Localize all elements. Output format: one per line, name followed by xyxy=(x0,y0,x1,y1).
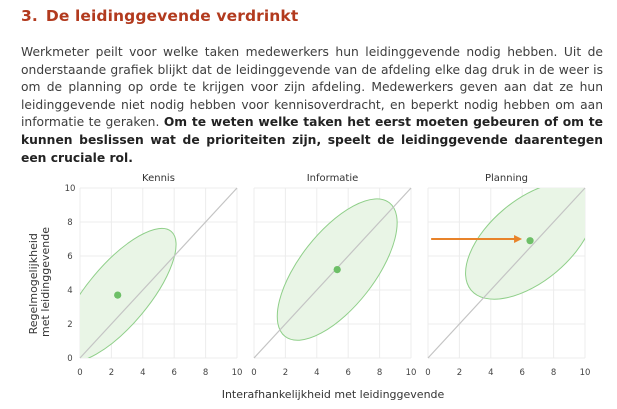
y-axis-label-line-1: Regelmogelijkheid xyxy=(27,233,40,335)
intro-text: Werkmeter peilt voor welke taken medewerkers hun leidinggevende nodig hebben. Uit de onderstaande grafiek blijkt dat de leidinggevende van de afdeling elke dag druk in de weer is om de planning op orde te krijgen voor zijn afdeling. Medewerkers geven aan dat ze hun leidinggevende niet nodig hebben voor kennisoverdracht, en beperkt nodig hebben om aan informatie te geraken. xyxy=(21,45,603,130)
x-tick-label: 4 xyxy=(314,368,320,378)
panel-title: Informatie xyxy=(306,173,359,184)
panel-informatie xyxy=(251,173,419,378)
panel-kennis xyxy=(41,173,243,379)
x-tick-label: 6 xyxy=(519,368,525,378)
x-tick-label: 10 xyxy=(405,368,417,378)
x-tick-label: 4 xyxy=(140,368,146,378)
x-tick-label: 10 xyxy=(231,368,243,378)
y-tick-label: 6 xyxy=(67,252,73,262)
y-axis-label-line-2: met leidinggevende xyxy=(39,227,52,337)
y-axis-label xyxy=(27,227,52,337)
x-tick-label: 2 xyxy=(282,368,289,378)
y-tick-label: 8 xyxy=(67,218,73,228)
x-tick-label: 6 xyxy=(345,368,351,378)
y-tick-label: 2 xyxy=(67,320,73,330)
data-point xyxy=(334,266,341,273)
x-tick-label: 8 xyxy=(550,368,557,378)
y-tick-label: 4 xyxy=(67,286,73,296)
x-tick-label: 8 xyxy=(376,368,383,378)
panel-title: Planning xyxy=(484,173,529,184)
x-tick-label: 2 xyxy=(108,368,115,378)
data-point xyxy=(526,237,533,244)
section-heading xyxy=(21,7,298,25)
panel-plot-area xyxy=(445,168,615,321)
x-tick-label: 6 xyxy=(171,368,177,378)
x-tick-label: 2 xyxy=(456,368,463,378)
section-number: 3. xyxy=(21,7,38,25)
x-tick-label: 8 xyxy=(202,368,209,378)
scatter-charts xyxy=(0,168,617,409)
x-tick-label: 4 xyxy=(488,368,494,378)
intro-paragraph xyxy=(21,44,603,167)
x-axis-label: Interafhankelijkheid met leidinggevende xyxy=(221,388,445,401)
x-tick-label: 10 xyxy=(579,368,591,378)
x-tick-label: 0 xyxy=(425,368,431,378)
y-tick-label: 0 xyxy=(67,354,73,364)
x-tick-label: 0 xyxy=(77,368,83,378)
panel-title: Kennis xyxy=(142,173,175,184)
diagonal-line xyxy=(254,188,411,358)
y-tick-label: 10 xyxy=(64,184,76,194)
confidence-ellipse xyxy=(445,168,615,321)
data-point xyxy=(114,292,121,299)
panel-planning xyxy=(425,168,615,378)
intro-emphasis: Om te weten welke taken het eerst moeten gebeuren of om te kunnen beslissen wat de prioriteiten zijn, speelt de leidinggevende daarentegen een cruciale rol. xyxy=(21,115,604,165)
section-title: De leidinggevende verdrinkt xyxy=(45,7,299,25)
x-tick-label: 0 xyxy=(251,368,257,378)
